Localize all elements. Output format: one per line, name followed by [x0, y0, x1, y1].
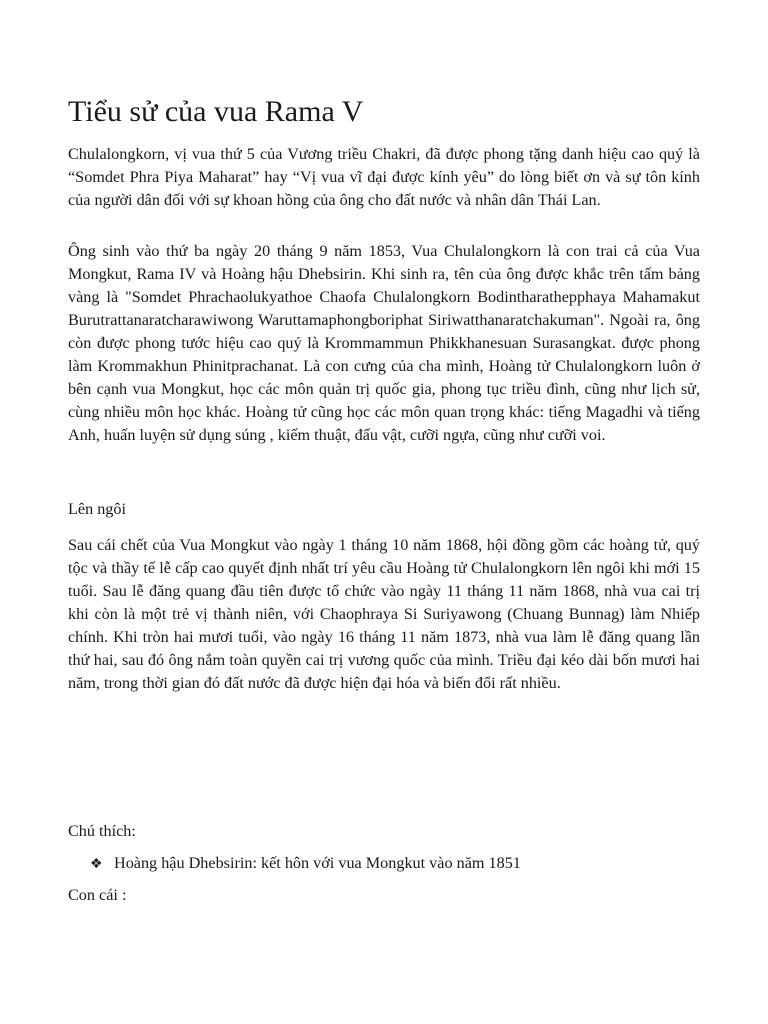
accession-paragraph: Sau cái chết của Vua Mongkut vào ngày 1 tháng 10 năm 1868, hội đồng gồm các hoàng tử, quý tộc và thầy tế lễ cấp cao quyết định nhất trí yêu cầu Hoàng tử Chulalongkorn lên ngôi khi mới 15 tuổi. Sau lễ đăng quang đầu tiên được tổ chức vào ngày 11 tháng 11 năm 1868, nhà vua cai trị khi còn là một trẻ vị thành niên, với Chaophraya Si Suriyawong (Chuang Bunnag) làm Nhiếp chính. Khi tròn hai mươi tuổi, vào ngày 16 tháng 11 năm 1873, nhà vua làm lễ đăng quang lần thứ hai, sau đó ông nắm toàn quyền cai trị vương quốc của mình. Triều đại kéo dài bốn mươi hai năm, trong thời gian đó đất nước đã được hiện đại hóa và biến đổi rất nhiều.	[68, 536, 700, 692]
accession-heading: Lên ngôi	[68, 500, 126, 518]
intro-paragraph: Chulalongkorn, vị vua thứ 5 của Vương triều Chakri, đã được phong tặng danh hiệu cao quý là “Somdet Phra Piya Maharat” hay “Vị vua vĩ đại được kính yêu” do lòng biết ơn và sự tôn kính của người dân đối với sự khoan hồng của ông cho đất nước và nhân dân Thái Lan.	[68, 145, 700, 209]
birth-paragraph: Ông sinh vào thứ ba ngày 20 tháng 9 năm 1853, Vua Chulalongkorn là con trai cả của Vua Mongkut, Rama IV và Hoàng hậu Dhebsirin. Khi sinh ra, tên của ông được khắc trên tấm bảng vàng là "Somdet Phrachaolukyathoe Chaofa Chulalongkorn Bodintharathepphaya Mahamakut Burutrattanaratcharawiwong Waruttamaphongboriphat Siriwatthanaratchakuman". Ngoài ra, ông còn được phong tước hiệu cao quý là Krommammun Phikkhanesuan Surasangkat. được phong làm Krommakhun Phinitprachanat. Là con cưng của cha mình, Hoàng tử Chulalongkorn luôn ở bên cạnh vua Mongkut, học các môn quản trị quốc gia, phong tục triều đình, cũng như lịch sử, cùng nhiều môn học khác. Hoàng tử cũng học các môn quan trọng khác: tiếng Magadhi và tiếng Anh, huấn luyện sử dụng súng , kiếm thuật, đấu vật, cưỡi ngựa, cũng như cưỡi voi.	[68, 242, 700, 444]
page-title: Tiểu sử của vua Rama V	[68, 95, 364, 128]
children-label: Con cái :	[68, 886, 127, 904]
diamond-bullet-icon: ❖	[90, 857, 103, 872]
notes-label: Chú thích:	[68, 822, 136, 840]
notes-list-item	[90, 852, 700, 876]
notes-item-text: Hoàng hậu Dhebsirin: kết hôn với vua Mongkut vào năm 1851	[114, 854, 521, 872]
